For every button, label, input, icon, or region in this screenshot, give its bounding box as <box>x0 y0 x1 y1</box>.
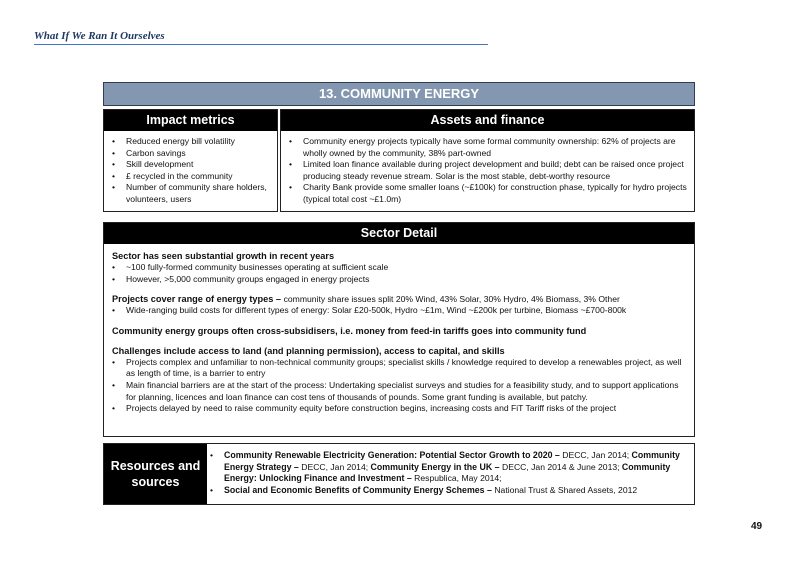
resource-title: Social and Economic Benefits of Community Energy Schemes – <box>224 484 495 495</box>
impact-metrics-box <box>103 109 278 212</box>
resource-item <box>210 485 690 497</box>
sector-detail-box <box>103 222 695 437</box>
resources-bullets <box>210 450 690 496</box>
list-item: • Reduced energy bill volatility <box>112 136 271 148</box>
sector-heading <box>112 250 686 262</box>
list-item: • Projects complex and unfamiliar to non-technical community groups; specialist skills / knowledge required to develop a renewables project, as well as length of time, is a barrier to entry <box>112 357 686 380</box>
resources-label <box>104 444 207 504</box>
resource-item <box>210 450 690 485</box>
sector-heading-text: Sector has seen substantial growth in recent years <box>112 251 335 261</box>
list-item: • Charity Bank provide some smaller loans (~£100k) for construction phase, typically for hydro projects (typical total cost ~£1.0m) <box>289 182 688 205</box>
section-title: 13. COMMUNITY ENERGY <box>103 82 695 106</box>
sector-heading <box>112 325 686 337</box>
list-item: • Projects delayed by need to raise community equity before construction begins, increasing costs and FiT Tariff risks of the project <box>112 403 686 415</box>
resource-source: Respublica, May 2014; <box>414 473 502 484</box>
resource-title: Community Energy: Unlocking Finance and Investment – <box>224 461 671 484</box>
sector-heading-text: Projects cover range of energy types – <box>112 294 284 305</box>
impact-metrics-list <box>104 131 277 206</box>
sector-heading-suffix: community share issues split 20% Wind, 43% Solar, 30% Hydro, 4% Biomass, 3% Other <box>283 294 620 305</box>
list-item: • Skill development <box>112 159 271 171</box>
spacer <box>112 337 686 345</box>
assets-finance-title: Assets and finance <box>281 110 694 131</box>
sector-bullets <box>112 305 686 317</box>
sector-heading-text: Community energy groups often cross-subsidisers, i.e. money from feed-in tariffs goes into community fund <box>112 325 587 336</box>
spacer <box>112 317 686 325</box>
list-item: • Limited loan finance available during project development and build; debt can be raised once project producing steady revenue stream. Solar is the most stable, debt-worthy resource <box>289 159 688 182</box>
resource-source: DECC, Jan 2014 & June 2013; <box>502 461 622 472</box>
resource-source: National Trust & Shared Assets, 2012 <box>494 484 638 495</box>
list-item: • Main financial barriers are at the start of the process: Undertaking specialist surveys and studies for a feasibility study, and to support applications for planning, licences and loan finance can cost tens of thousands of pounds. Some grant funding is available, but patchy. <box>112 380 686 403</box>
list-item: • Number of community share holders, volunteers, users <box>112 182 271 205</box>
assets-finance-box <box>280 109 695 212</box>
spacer <box>112 285 686 293</box>
resource-source: DECC, Jan 2014; <box>301 461 371 472</box>
resource-title: Community Renewable Electricity Generation: Potential Sector Growth to 2020 – <box>224 450 563 460</box>
sector-detail-title: Sector Detail <box>104 223 694 244</box>
list-item: • Carbon savings <box>112 148 271 160</box>
sector-detail-body <box>104 244 694 415</box>
sector-heading <box>112 293 686 305</box>
resource-title: Community Energy in the UK – <box>370 461 502 472</box>
list-item: • Community energy projects typically have some formal community ownership: 62% of projects are wholly owned by the community, 38% part-owned <box>289 136 688 159</box>
assets-finance-list <box>281 131 694 206</box>
impact-metrics-title: Impact metrics <box>104 110 277 131</box>
list-item: • Wide-ranging build costs for different types of energy: Solar £20-500k, Hydro ~£1m, Wind ~£200k per turbine, Biomass ~£700-800k <box>112 305 686 317</box>
sector-bullets <box>112 357 686 415</box>
sector-heading <box>112 345 686 357</box>
resources-list <box>210 450 690 496</box>
sector-bullets <box>112 262 686 285</box>
resources-box <box>103 443 695 505</box>
running-title: What If We Ran It Ourselves <box>34 30 165 42</box>
list-item: • £ recycled in the community <box>112 171 271 183</box>
header-rule <box>34 44 488 45</box>
list-item: • ~100 fully-formed community businesses operating at sufficient scale <box>112 262 686 274</box>
resources-label-line: Resources and <box>110 459 201 473</box>
page-number: 49 <box>751 521 763 532</box>
sector-heading-text: Challenges include access to land (and planning permission), access to capital, and skills <box>112 345 505 356</box>
resource-title: Community Energy Strategy – <box>224 450 680 472</box>
resource-source: DECC, Jan 2014; <box>562 450 632 460</box>
list-item: • However, >5,000 community groups engaged in energy projects <box>112 274 686 286</box>
resources-label-line: sources <box>131 475 180 489</box>
